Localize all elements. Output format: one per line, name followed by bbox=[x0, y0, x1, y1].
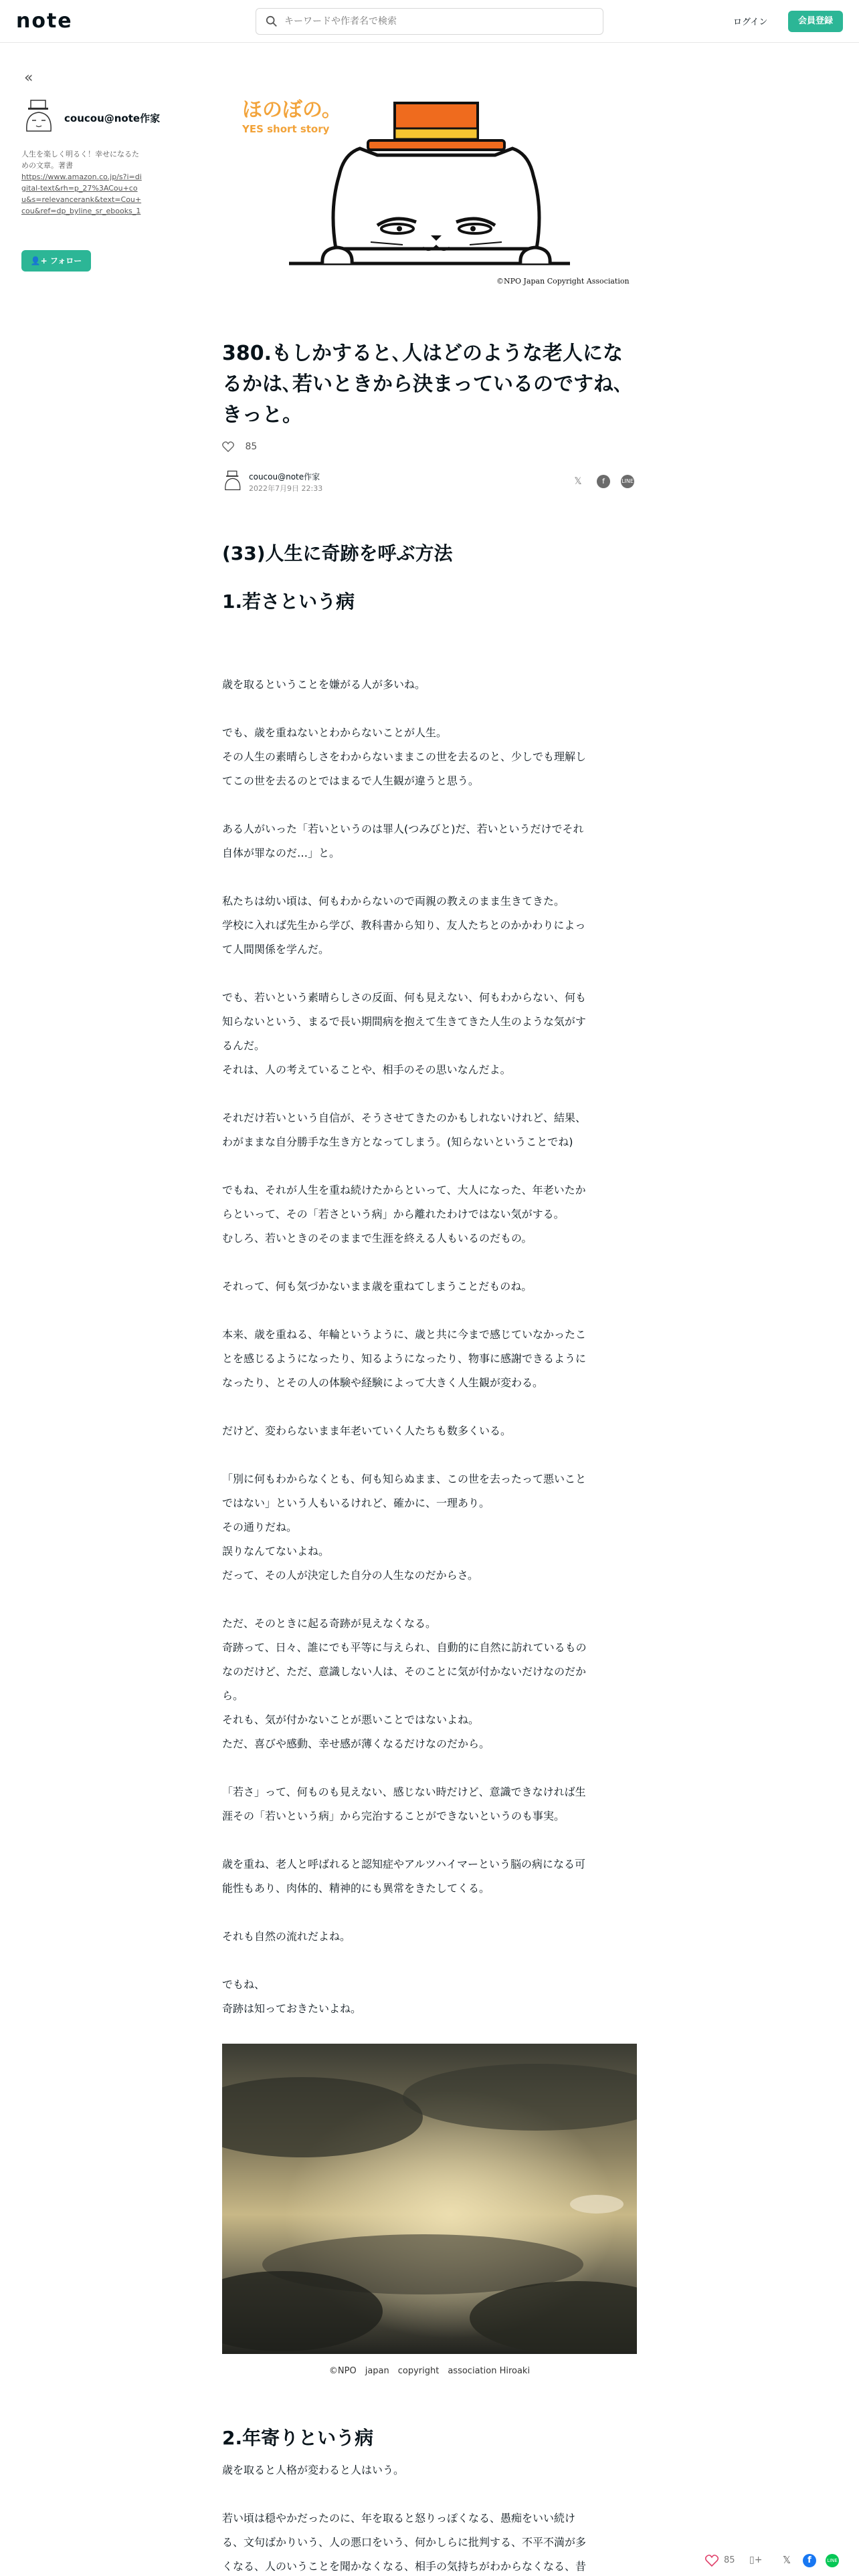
paragraph-line: でも、歳を重ねないとわからないことが人生。 bbox=[222, 726, 448, 739]
paragraph bbox=[222, 1780, 637, 1828]
paragraph bbox=[222, 1925, 637, 1949]
paragraph-line: だけど、変わらないまま年老いていく人たちも数多くいる。 bbox=[222, 1424, 512, 1437]
paragraph-line: 奇跡は知っておきたいよね。 bbox=[222, 2002, 362, 2015]
paragraph-line: むしろ、若いときのそのままで生涯を終える人もいるのだもの。 bbox=[222, 1232, 533, 1245]
paragraph bbox=[222, 1419, 637, 1443]
floating-share-x-icon[interactable]: 𝕏 bbox=[783, 2554, 791, 2566]
section-heading-2: 2.年寄りという病 bbox=[222, 2427, 374, 2449]
cloudy-sky-image bbox=[222, 2044, 637, 2354]
hero-image bbox=[222, 75, 637, 292]
paragraph-line: ある人がいった「若いというのは罪人(つみびと)だ、若いというだけでそれ bbox=[222, 823, 584, 835]
paragraph-line: それだけ若いという自信が、そうさせてきたのかもしれないけれど、結果、 bbox=[222, 1111, 587, 1124]
paragraph-line: 私たちは幼い頃は、何もわからないので両親の教えのまま生きてきた。 bbox=[222, 895, 565, 907]
paragraph bbox=[222, 1106, 637, 1154]
paragraph-line: てこの世を去るのとではまるで人生観が違うと思う。 bbox=[222, 774, 479, 787]
author-bio bbox=[21, 148, 142, 217]
paragraph-line: 若い頃は穏やかだったのに、年を取ると怒りっぽくなる、愚痴をいい続け bbox=[222, 2512, 576, 2525]
paragraph bbox=[222, 1275, 637, 1299]
hero-cat-illustration bbox=[222, 75, 637, 292]
paragraph-line: 歳を取ると人格が変わると人はいう。 bbox=[222, 2464, 405, 2476]
byline bbox=[222, 469, 637, 499]
paragraph-line: 学校に入れば先生から学び、教科書から知り、友人たちとのかかわりによっ bbox=[222, 919, 586, 932]
paragraph-line: て人間関係を学んだ。 bbox=[222, 943, 330, 956]
floating-share-facebook-icon[interactable]: f bbox=[803, 2554, 816, 2567]
section-heading-1: 1.若さという病 bbox=[222, 591, 355, 613]
paragraph-line: 自体が罪なのだ…」と。 bbox=[222, 847, 341, 859]
paragraph-line: るんだ。 bbox=[222, 1039, 266, 1052]
floating-like-count: 85 bbox=[724, 2555, 735, 2565]
paragraph-line: それも自然の流れだよね。 bbox=[222, 1930, 351, 1943]
hero-brand-subtitle: YES short story bbox=[242, 123, 330, 135]
paragraph-line: だって、その人が決定した自分の人生なのだからさ。 bbox=[222, 1569, 479, 1582]
follow-label: フォロー bbox=[50, 256, 82, 265]
paragraph-line: それも、気が付かないことが悪いことではないよね。 bbox=[222, 1713, 480, 1726]
paragraph bbox=[222, 986, 637, 1082]
byline-date: 2022年7月9日 22:33 bbox=[249, 484, 323, 493]
heart-icon[interactable] bbox=[222, 441, 234, 452]
paragraph bbox=[222, 889, 637, 962]
floating-heart-icon[interactable] bbox=[705, 2555, 719, 2567]
paragraph-line: その通りだね。 bbox=[222, 1521, 298, 1533]
paragraph-line: それは、人の考えていることや、相手のその思いなんだよ。 bbox=[222, 1063, 511, 1076]
follow-user-icon: 👤+ bbox=[30, 256, 47, 265]
byline-author[interactable]: coucou@note作家 bbox=[249, 472, 320, 481]
search-input[interactable] bbox=[284, 9, 592, 34]
article bbox=[222, 338, 637, 493]
paragraph-line: その人生の素晴らしさをわからないままこの世を去るのと、少しでも理解し bbox=[222, 750, 587, 763]
share-line-icon[interactable]: LINE bbox=[621, 475, 634, 488]
floating-share-line-icon[interactable]: LINE bbox=[826, 2554, 839, 2567]
login-link[interactable]: ログイン bbox=[733, 17, 768, 27]
share-x-icon[interactable]: 𝕏 bbox=[574, 476, 582, 487]
paragraph-line: なったり、とその人の体験や経験によって大きく人生観が変わる。 bbox=[222, 1376, 544, 1389]
paragraph-line: 誤りなんてないよね。 bbox=[222, 1545, 330, 1558]
paragraph bbox=[222, 817, 637, 865]
hero-brand-title: ほのぼの。 bbox=[242, 98, 342, 122]
add-to-magazine-icon[interactable]: ▯+ bbox=[749, 2555, 763, 2565]
paragraph-line: わがままな自分勝手な生き方となってしまう。(知らないということでね) bbox=[222, 1136, 573, 1148]
paragraph-line: る、文句ばかりいう、人の悪口をいう、何かしらに批判する、不平不満が多 bbox=[222, 2536, 587, 2549]
share-facebook-icon[interactable]: f bbox=[597, 475, 610, 488]
paragraph-line: でも、若いという素晴らしさの反面、何も見えない、何もわからない、何も bbox=[222, 991, 587, 1004]
signup-button[interactable]: 会員登録 bbox=[788, 11, 843, 32]
byline-avatar[interactable] bbox=[222, 469, 245, 492]
article-body-section-1 bbox=[222, 673, 637, 2045]
paragraph-line: 能性もあり、肉体的、精神的にも異常をきたしてくる。 bbox=[222, 1882, 490, 1895]
author-avatar[interactable] bbox=[21, 98, 59, 135]
paragraph-line: とを感じるようになったり、知るようになったり、物事に感謝できるように bbox=[222, 1352, 587, 1365]
paragraph-line: 涯その「若いという病」から完治することができないというのも事実。 bbox=[222, 1810, 565, 1822]
paragraph-line: 歳を重ね、老人と呼ばれると認知症やアルツハイマーという脳の病になる可 bbox=[222, 1858, 586, 1870]
author-bio-text: 人生を楽しく明るく！幸せになるための文章。著書 bbox=[21, 150, 139, 170]
paragraph bbox=[222, 673, 637, 697]
paragraph-line: ではない」という人もいるけれど、確かに、一理あり。 bbox=[222, 1497, 490, 1509]
paragraph-line: ただ、喜びや感動、幸せ感が薄くなるだけなのだから。 bbox=[222, 1737, 490, 1750]
paragraph-line: 奇跡って、日々、誰にでも平等に与えられ、自動的に自然に訪れているもの bbox=[222, 1641, 587, 1654]
floating-action-bar bbox=[696, 2547, 859, 2576]
paragraph-line: なのだけど、ただ、意識しない人は、そのことに気が付かないだけなのだか bbox=[222, 1665, 587, 1678]
paragraph-line: 本来、歳を重ねる、年輪というように、歳と共に今まで感じていなかったこ bbox=[222, 1328, 587, 1341]
search-box[interactable] bbox=[256, 8, 603, 35]
paragraph bbox=[222, 1323, 637, 1395]
paragraph-line: ら。 bbox=[222, 1689, 244, 1702]
article-title: 380.もしかすると､人はどのような老人になるかは､若いときから決まっているのですね､きっと。 bbox=[222, 342, 624, 427]
like-area[interactable] bbox=[222, 441, 257, 457]
paragraph-line: くなる、人のいうことを聞かなくなる、相手の気持ちがわからなくなる、昔 bbox=[222, 2560, 587, 2573]
paragraph-line: 「別に何もわからなくとも、何も知らぬまま、この世を去ったって悪いこと bbox=[222, 1473, 587, 1485]
like-count: 85 bbox=[245, 441, 258, 452]
paragraph-line: それって、何も気づかないまま歳を重ねてしまうことだものね。 bbox=[222, 1280, 533, 1293]
section-heading-main: (33)人生に奇跡を呼ぶ方法 bbox=[222, 542, 453, 564]
sky-photo bbox=[222, 2044, 637, 2354]
photo-caption: ©NPO japan copyright association Hiroaki bbox=[328, 2366, 531, 2376]
author-amazon-link[interactable]: https://www.amazon.co.jp/s?i=digital-text&rh=p_27%3ACou+cou&s=relevancerank&text=Cou+cou&ref=dp_byline_sr_ebooks_1 bbox=[21, 173, 142, 215]
author-name[interactable]: coucou@note作家 bbox=[64, 112, 161, 124]
paragraph-line: らといって、その「若さという病」から離れたわけではない気がする。 bbox=[222, 1208, 565, 1220]
paragraph bbox=[222, 1178, 637, 1251]
paragraph-line: 「若さ」って、何ものも見えない、感じない時だけど、意識できなければ生 bbox=[222, 1786, 586, 1798]
hero-copyright: ©NPO Japan Copyright Association bbox=[496, 277, 630, 286]
paragraph bbox=[222, 2458, 637, 2482]
paragraph bbox=[222, 1852, 637, 1901]
paragraph bbox=[222, 2506, 637, 2576]
paragraph-line: でもね、それが人生を重ね続けたからといって、大人になった、年老いたか bbox=[222, 1184, 586, 1196]
paragraph-line: でもね、 bbox=[222, 1978, 266, 1991]
paragraph-line: ただ、そのときに起る奇跡が見えなくなる。 bbox=[222, 1617, 437, 1630]
paragraph bbox=[222, 1973, 637, 2021]
collapse-sidebar-icon[interactable]: « bbox=[24, 70, 33, 86]
paragraph bbox=[222, 1612, 637, 1756]
follow-button[interactable] bbox=[21, 250, 91, 272]
paragraph-line: 歳を取るということを嫌がる人が多いね。 bbox=[222, 678, 426, 691]
article-body-section-2 bbox=[222, 2458, 637, 2576]
paragraph bbox=[222, 1467, 637, 1588]
search-icon bbox=[266, 15, 278, 27]
paragraph-line: 知らないという、まるで長い期間病を抱えて生きてきた人生のような気がす bbox=[222, 1015, 586, 1028]
paragraph bbox=[222, 721, 637, 793]
site-header bbox=[0, 0, 859, 43]
note-logo[interactable]: note bbox=[16, 9, 73, 33]
